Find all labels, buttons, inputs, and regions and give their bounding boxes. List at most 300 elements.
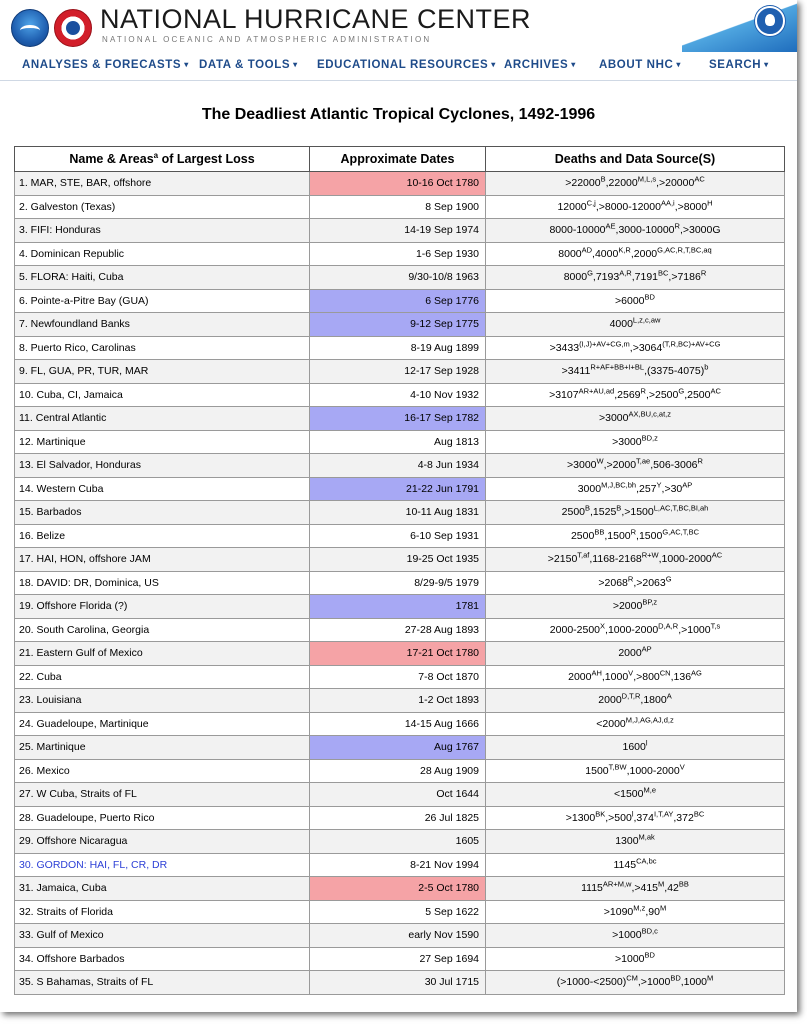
- death-value: <1500: [613, 788, 644, 801]
- cell-name-areas: 19. Offshore Florida (?): [15, 595, 310, 619]
- cell-deaths-sources: [486, 806, 785, 830]
- cell-name-areas: 27. W Cuba, Straits of FL: [15, 783, 310, 807]
- death-value: 2000: [598, 694, 622, 707]
- chevron-down-icon: ▾: [184, 60, 189, 69]
- cell-approx-date: 8-21 Nov 1994: [310, 853, 486, 877]
- death-value: >1000: [615, 952, 645, 965]
- source-code: I,T,AY: [653, 809, 674, 819]
- death-value: ,>30: [661, 482, 683, 495]
- cell-name-areas: 2. Galveston (Texas): [15, 195, 310, 219]
- nav-educational-resources[interactable]: EDUCATIONAL RESOURCES ▾: [317, 59, 496, 71]
- death-value: ,2569: [614, 388, 641, 401]
- death-value: ,1000: [601, 670, 629, 683]
- table-row: [15, 477, 785, 501]
- cell-approx-date: 12-17 Sep 1928: [310, 360, 486, 384]
- death-value: ,1500: [604, 529, 631, 542]
- source-code: CA,bc: [636, 856, 657, 866]
- nhc-corner-logo-icon[interactable]: [755, 6, 785, 36]
- cell-approx-date: 5 Sep 1622: [310, 900, 486, 924]
- table-row: [15, 195, 785, 219]
- nav-data-tools[interactable]: DATA & TOOLS ▾: [199, 59, 298, 71]
- source-code: W: [596, 456, 604, 466]
- cell-deaths-sources: [486, 618, 785, 642]
- death-value: ,>3000G: [679, 224, 721, 237]
- source-code: AC: [694, 174, 705, 184]
- death-value: (>1000-<2500): [556, 976, 627, 989]
- death-value: ,1525: [590, 506, 617, 519]
- cell-deaths-sources: [486, 336, 785, 360]
- chevron-down-icon: ▾: [491, 60, 496, 69]
- cell-name-areas: 13. El Salvador, Honduras: [15, 454, 310, 478]
- table-row: [15, 501, 785, 525]
- death-value: ,257: [636, 482, 657, 495]
- cell-name-areas: 25. Martinique: [15, 736, 310, 760]
- source-code: BB: [678, 879, 689, 889]
- source-code: D,T,R: [621, 691, 641, 701]
- cell-name-areas: 29. Offshore Nicaragua: [15, 830, 310, 854]
- source-code: R: [627, 574, 634, 584]
- table-row: [15, 242, 785, 266]
- death-value: >3107: [549, 388, 579, 401]
- death-value: ,7191: [631, 271, 658, 284]
- death-value: >22000: [565, 177, 601, 190]
- source-code: BK: [595, 809, 606, 819]
- cell-name-areas: 8. Puerto Rico, Carolinas: [15, 336, 310, 360]
- cell-approx-date: 14-19 Sep 1974: [310, 219, 486, 243]
- nav-search[interactable]: SEARCH ▾: [709, 59, 769, 71]
- header-approx-dates: Approximate Dates: [310, 147, 486, 172]
- source-code: T,af: [577, 550, 590, 560]
- cell-approx-date: 16-17 Sep 1782: [310, 407, 486, 431]
- death-value: ,>2500: [645, 388, 679, 401]
- source-code: R: [640, 386, 646, 396]
- death-value: >6000: [615, 294, 645, 307]
- cell-name-areas: 6. Pointe-a-Pitre Bay (GUA): [15, 289, 310, 313]
- cell-approx-date: 6-10 Sep 1931: [310, 524, 486, 548]
- cell-deaths-sources: [486, 195, 785, 219]
- table-row: [15, 336, 785, 360]
- cell-deaths-sources: [486, 266, 785, 290]
- table-row: [15, 924, 785, 948]
- cell-deaths-sources: [486, 407, 785, 431]
- source-code: X: [600, 621, 606, 631]
- source-code: G: [665, 574, 672, 584]
- source-code: R: [697, 456, 703, 466]
- cell-approx-date: 2-5 Oct 1780: [310, 877, 486, 901]
- nav-analyses-forecasts[interactable]: ANALYSES & FORECASTS ▾: [22, 59, 189, 71]
- cell-deaths-sources: [486, 642, 785, 666]
- header-corner-graphic: [682, 0, 797, 52]
- cell-deaths-sources: [486, 501, 785, 525]
- table-row: [15, 665, 785, 689]
- cell-name-areas: 34. Offshore Barbados: [15, 947, 310, 971]
- death-value: ,2000: [630, 247, 658, 260]
- cell-name-areas: 15. Barbados: [15, 501, 310, 525]
- header-deaths-sources: Deaths and Data Source(S): [486, 147, 785, 172]
- death-value: 1145: [613, 858, 637, 871]
- cell-deaths-sources: [486, 759, 785, 783]
- cell-approx-date: 8/29-9/5 1979: [310, 571, 486, 595]
- cell-name-areas: 18. DAVID: DR, Dominica, US: [15, 571, 310, 595]
- death-value: >3000: [598, 412, 629, 425]
- cell-name-areas: 23. Louisiana: [15, 689, 310, 713]
- table-row: [15, 219, 785, 243]
- table-row: [15, 642, 785, 666]
- source-code: BC: [658, 268, 669, 278]
- cell-deaths-sources: [486, 430, 785, 454]
- death-value: ,22000: [605, 177, 638, 190]
- source-code: M: [658, 879, 665, 889]
- source-code: R: [630, 527, 637, 537]
- cell-approx-date: 14-15 Aug 1666: [310, 712, 486, 736]
- table-row: [15, 736, 785, 760]
- source-code: C,j: [586, 198, 596, 208]
- cell-approx-date: 8 Sep 1900: [310, 195, 486, 219]
- cell-approx-date: 17-21 Oct 1780: [310, 642, 486, 666]
- cell-approx-date: Aug 1813: [310, 430, 486, 454]
- cell-name-areas: 16. Belize: [15, 524, 310, 548]
- source-code: (T,R,BC)+AV+CG: [662, 339, 721, 349]
- cell-approx-date: Oct 1644: [310, 783, 486, 807]
- death-value: ,>8000-12000: [595, 200, 661, 213]
- cell-name-areas: 22. Cuba: [15, 665, 310, 689]
- death-value: ,136: [670, 670, 692, 683]
- death-value: ,>8000: [674, 200, 708, 213]
- table-row: [15, 806, 785, 830]
- source-code: (I,J)+AV+CG,m: [579, 339, 630, 349]
- source-code: Y: [656, 480, 662, 490]
- death-value: ,1000-2000: [605, 623, 659, 636]
- footnote-marker[interactable]: a: [153, 150, 159, 160]
- source-code: V: [628, 668, 634, 678]
- death-value: ,(3375-4075): [644, 365, 705, 378]
- source-code: b: [704, 362, 709, 372]
- table-body: [15, 172, 785, 995]
- source-code: BD: [644, 292, 655, 302]
- cell-deaths-sources: [486, 947, 785, 971]
- source-code: AP: [641, 644, 652, 654]
- death-value: ,>7186: [668, 271, 701, 284]
- death-value: ,90: [645, 905, 660, 918]
- chevron-down-icon: ▾: [293, 60, 298, 69]
- cell-approx-date: 21-22 Jun 1791: [310, 477, 486, 501]
- cell-deaths-sources: [486, 477, 785, 501]
- cell-approx-date: 9/30-10/8 1963: [310, 266, 486, 290]
- death-value: ,>3064: [629, 341, 663, 354]
- table-row: [15, 783, 785, 807]
- death-value: >3000: [567, 459, 597, 472]
- cell-name-areas: 10. Cuba, CI, Jamaica: [15, 383, 310, 407]
- table-row: [15, 689, 785, 713]
- death-value: >3411: [561, 365, 591, 378]
- cell-name-areas: 21. Eastern Gulf of Mexico: [15, 642, 310, 666]
- table-row: [15, 360, 785, 384]
- cell-deaths-sources: [486, 524, 785, 548]
- site-subtitle: NATIONAL OCEANIC AND ATMOSPHERIC ADMINISTRATION: [102, 35, 432, 44]
- source-code: AX,BU,c,at,z: [628, 409, 671, 419]
- table-row: [15, 595, 785, 619]
- source-code: R+W: [641, 550, 659, 560]
- cell-approx-date: 28 Aug 1909: [310, 759, 486, 783]
- death-value: 1115: [581, 882, 603, 895]
- cell-name-areas: 35. S Bahamas, Straits of FL: [15, 971, 310, 995]
- cyclone-table-container: [14, 146, 784, 995]
- cell-approx-date: Aug 1767: [310, 736, 486, 760]
- cell-deaths-sources: [486, 689, 785, 713]
- table-row: [15, 454, 785, 478]
- cell-name-areas: 33. Gulf of Mexico: [15, 924, 310, 948]
- table-row: [15, 971, 785, 995]
- source-code: M: [707, 973, 714, 983]
- death-value: ,1000-2000: [658, 553, 712, 566]
- nav-about-nhc[interactable]: ABOUT NHC ▾: [599, 59, 682, 71]
- table-row: [15, 266, 785, 290]
- death-value: 2500: [561, 506, 585, 519]
- cell-deaths-sources: [486, 712, 785, 736]
- source-code: R: [674, 221, 680, 231]
- death-value: ,3000-10000: [615, 224, 675, 237]
- cell-approx-date: 1605: [310, 830, 486, 854]
- cell-approx-date: 9-12 Sep 1775: [310, 313, 486, 337]
- table-row: [15, 853, 785, 877]
- table-row: [15, 430, 785, 454]
- table-row: [15, 289, 785, 313]
- source-code: l: [631, 809, 634, 819]
- source-code: AG: [691, 668, 702, 678]
- cell-deaths-sources: [486, 853, 785, 877]
- source-code: K,R: [618, 245, 631, 255]
- table-row: [15, 571, 785, 595]
- cell-name-areas: 9. FL, GUA, PR, TUR, MAR: [15, 360, 310, 384]
- cell-deaths-sources: [486, 242, 785, 266]
- source-code: G,AC,T,BC: [662, 527, 700, 537]
- table-row: [15, 407, 785, 431]
- death-value: ,>415: [631, 882, 659, 895]
- death-value: ,>500: [605, 811, 632, 824]
- source-code: R+AF+BB+I+BL: [590, 362, 645, 372]
- source-code: M,J,AG,AJ,d,z: [625, 715, 674, 725]
- death-value: 2000-2500: [549, 623, 601, 636]
- cell-approx-date: 10-11 Aug 1831: [310, 501, 486, 525]
- cell-approx-date: 7-8 Oct 1870: [310, 665, 486, 689]
- source-code: B: [585, 503, 591, 513]
- death-value: >1300: [565, 811, 596, 824]
- cell-deaths-sources: [486, 289, 785, 313]
- death-value: ,1800: [640, 694, 667, 707]
- cell-deaths-sources: [486, 971, 785, 995]
- source-code: BD: [644, 950, 655, 960]
- death-value: 2500: [570, 529, 595, 542]
- cell-deaths-sources: [486, 830, 785, 854]
- cell-name-areas: 26. Mexico: [15, 759, 310, 783]
- death-value: ,374: [633, 811, 654, 824]
- table-row: [15, 759, 785, 783]
- death-value: 8000-10000: [549, 224, 606, 237]
- cell-approx-date: 26 Jul 1825: [310, 806, 486, 830]
- death-value: ,>2000: [603, 459, 637, 472]
- cell-name-areas: 4. Dominican Republic: [15, 242, 310, 266]
- cell-approx-date: 8-19 Aug 1899: [310, 336, 486, 360]
- main-nav: [0, 52, 797, 81]
- header-name-areas: Name & Areas$^a$ of Largest Loss: [15, 147, 310, 172]
- source-code: M: [659, 903, 667, 913]
- site-title[interactable]: NATIONAL HURRICANE CENTER: [100, 4, 532, 34]
- source-code: G: [678, 386, 685, 396]
- death-value: >2000: [612, 600, 643, 613]
- cell-deaths-sources: [486, 665, 785, 689]
- death-value: 1600: [622, 741, 646, 754]
- source-code: M,z: [633, 903, 646, 913]
- death-value: ,>1000: [637, 976, 671, 989]
- death-value: ,4000: [592, 247, 619, 260]
- source-code: R: [700, 268, 707, 278]
- source-code: M,e: [643, 785, 656, 795]
- noaa-logo-icon[interactable]: [11, 9, 49, 47]
- death-value: ,42: [664, 882, 679, 895]
- source-code: B: [616, 503, 622, 513]
- cell-approx-date: 10-16 Oct 1780: [310, 172, 486, 196]
- death-value: ,372: [673, 811, 694, 824]
- death-value: 1300: [615, 835, 639, 848]
- death-value: 12000: [557, 200, 587, 213]
- source-code: T,BW: [608, 762, 627, 772]
- cell-deaths-sources: [486, 783, 785, 807]
- cell-name-areas: 12. Martinique: [15, 430, 310, 454]
- cell-approx-date: 30 Jul 1715: [310, 971, 486, 995]
- table-row: [15, 548, 785, 572]
- death-value: ,506-3006: [650, 459, 698, 472]
- death-value: ,>800: [633, 670, 660, 683]
- death-value: >2150: [547, 553, 578, 566]
- source-code: G: [587, 268, 593, 278]
- death-value: ,>1000: [678, 623, 711, 636]
- nav-archives[interactable]: ARCHIVES ▾: [504, 59, 576, 71]
- death-value: 1500: [585, 764, 609, 777]
- source-code: AE: [605, 221, 616, 231]
- death-value: ,7193: [592, 271, 620, 284]
- death-value: >3000: [612, 435, 642, 448]
- source-code: BP,z: [642, 597, 658, 607]
- chevron-down-icon: ▾: [571, 60, 576, 69]
- source-code: AH: [591, 668, 602, 678]
- cell-approx-date: 4-8 Jun 1934: [310, 454, 486, 478]
- source-code: AR+M,w: [602, 879, 632, 889]
- cell-name-areas: 7. Newfoundland Banks: [15, 313, 310, 337]
- cell-name-areas: 31. Jamaica, Cuba: [15, 877, 310, 901]
- page-title: The Deadliest Atlantic Tropical Cyclones, 1492-1996: [201, 106, 596, 123]
- table-row: [15, 830, 785, 854]
- cell-deaths-sources: [486, 877, 785, 901]
- cell-name-areas: 5. FLORA: Haiti, Cuba: [15, 266, 310, 290]
- death-value: ,2500: [684, 388, 711, 401]
- source-code: M,J,BC,bh: [601, 480, 637, 490]
- cell-deaths-sources: [486, 736, 785, 760]
- cyclone-table: [14, 146, 785, 995]
- source-code: H: [707, 198, 713, 208]
- cell-name-areas: 24. Guadeloupe, Martinique: [15, 712, 310, 736]
- death-value: <2000: [596, 717, 626, 730]
- cell-deaths-sources: [486, 924, 785, 948]
- source-code: V: [679, 762, 685, 772]
- cell-approx-date: 27 Sep 1694: [310, 947, 486, 971]
- cell-deaths-sources: [486, 900, 785, 924]
- cell-deaths-sources: [486, 595, 785, 619]
- table-row: [15, 947, 785, 971]
- table-header-row: [15, 147, 785, 172]
- cell-deaths-sources: [486, 172, 785, 196]
- death-value: >3433: [549, 341, 580, 354]
- cell-approx-date: 1-6 Sep 1930: [310, 242, 486, 266]
- death-value: >1000: [612, 929, 642, 942]
- death-value: ,1000-2000: [626, 764, 680, 777]
- cell-name-areas: 11. Central Atlantic: [15, 407, 310, 431]
- source-code: l: [645, 738, 648, 748]
- cell-name-areas: 17. HAI, HON, offshore JAM: [15, 548, 310, 572]
- death-value: 3000: [577, 482, 602, 495]
- death-value: ,1000: [680, 976, 708, 989]
- source-code: CN: [659, 668, 671, 678]
- source-code: BC: [693, 809, 705, 819]
- cell-approx-date: 1-2 Oct 1893: [310, 689, 486, 713]
- source-code: AC: [711, 550, 723, 560]
- source-code: AA,i: [660, 198, 675, 208]
- death-value: >2068: [598, 576, 628, 589]
- cell-deaths-sources: [486, 219, 785, 243]
- table-row: [15, 383, 785, 407]
- table-row: [15, 524, 785, 548]
- death-value: ,>20000: [656, 177, 695, 190]
- cell-name-areas: 28. Guadeloupe, Puerto Rico: [15, 806, 310, 830]
- death-value: >1090: [603, 905, 634, 918]
- nws-logo-icon[interactable]: [54, 9, 92, 47]
- source-code: BD,c: [641, 926, 658, 936]
- source-code: M,ak: [638, 832, 655, 842]
- site-header: [0, 0, 797, 52]
- source-code: BD: [670, 973, 681, 983]
- source-code: T,s: [710, 621, 721, 631]
- cell-name-areas: 14. Western Cuba: [15, 477, 310, 501]
- death-value: 2000: [568, 670, 592, 683]
- table-row: [15, 313, 785, 337]
- source-code: D,A,R: [658, 621, 679, 631]
- cell-deaths-sources: [486, 548, 785, 572]
- cell-approx-date: 27-28 Aug 1893: [310, 618, 486, 642]
- cell-deaths-sources: [486, 571, 785, 595]
- cell-deaths-sources: [486, 454, 785, 478]
- cell-deaths-sources: [486, 360, 785, 384]
- cell-name-areas: 1. MAR, STE, BAR, offshore: [15, 172, 310, 196]
- source-code: CM: [626, 973, 638, 983]
- source-code: M,L,s: [637, 174, 657, 184]
- death-value: ,>2063: [633, 576, 666, 589]
- source-code: L,AC,T,BC,BI,ah: [653, 503, 709, 513]
- table-row: [15, 877, 785, 901]
- chevron-down-icon: ▾: [676, 60, 682, 69]
- death-value: 4000: [609, 318, 633, 331]
- source-code: G,AC,R,T,BC,aq: [657, 245, 712, 255]
- source-code: T,ae: [636, 456, 651, 466]
- chevron-down-icon: ▾: [764, 60, 769, 69]
- source-code: BB: [594, 527, 605, 537]
- source-code: BD,z: [641, 433, 658, 443]
- source-code: AP: [682, 480, 693, 490]
- cell-approx-date: 19-25 Oct 1935: [310, 548, 486, 572]
- cell-approx-date: 6 Sep 1776: [310, 289, 486, 313]
- cell-deaths-sources: [486, 313, 785, 337]
- source-code: B: [600, 174, 606, 184]
- cell-name-areas[interactable]: 30. GORDON: HAI, FL, CR, DR: [15, 853, 310, 877]
- cell-name-areas: 3. FIFI: Honduras: [15, 219, 310, 243]
